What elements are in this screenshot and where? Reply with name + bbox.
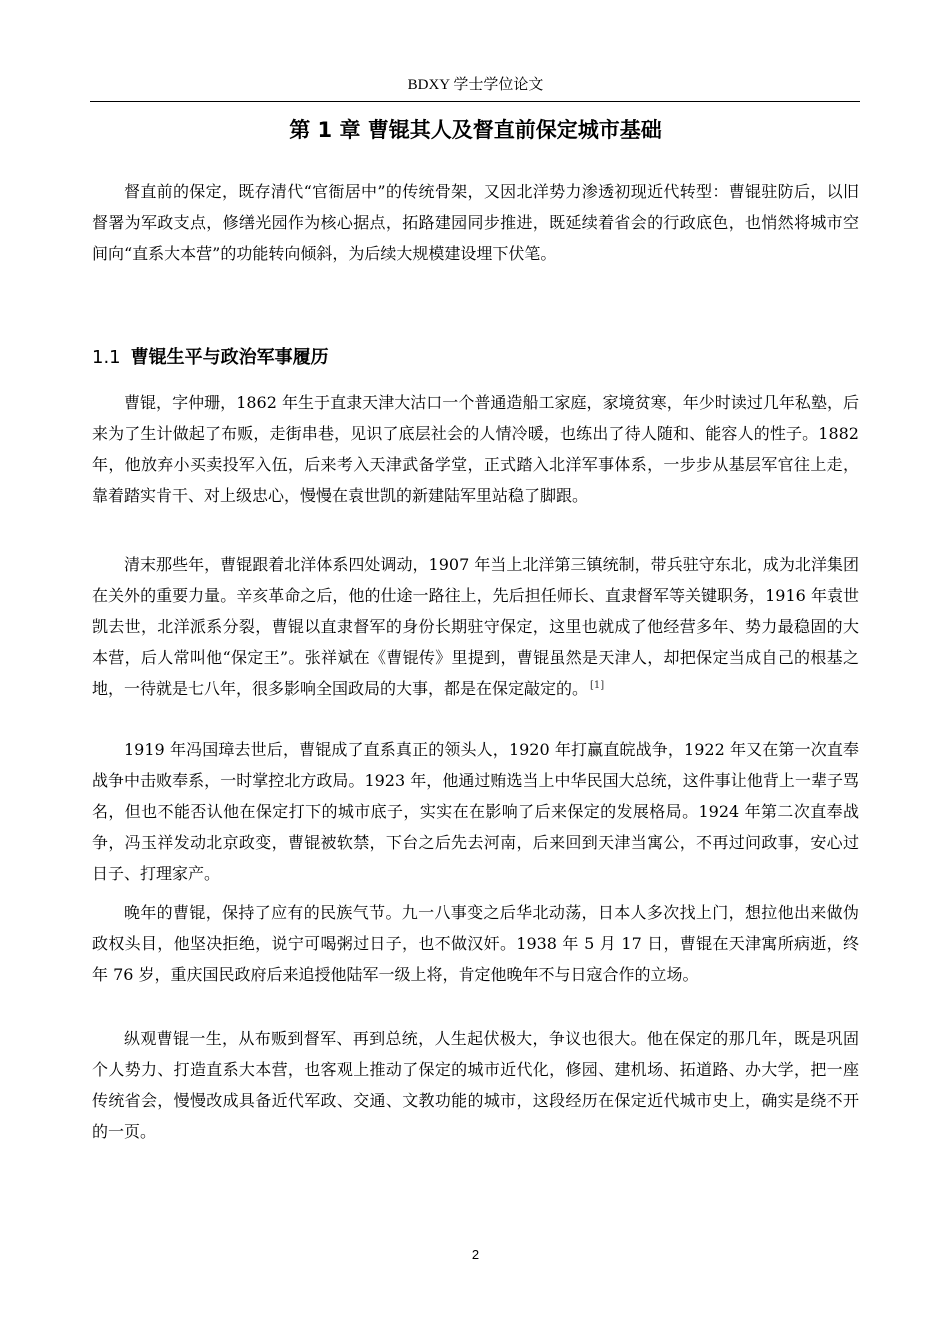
body-paragraph-5: 纵观曹锟一生，从布贩到督军、再到总统，人生起伏极大，争议也很大。他在保定的那几年，既是巩固个人势力、打造直系大本营，也客观上推动了保定的城市近代化，修园、建机场、拓道路、办大学，把一座传统省会，慢慢改成具备近代军政、交通、文教功能的城市，这段经历在保定近代城市史上，确实是绕不开的一页。 (92, 1029, 859, 1141)
body-paragraph-3: 1919 年冯国璋去世后，曹锟成了直系真正的领头人，1920 年打赢直皖战争，1922 年又在第一次直奉战争中击败奉系，一时掌控北方政局。1923 年，他通过贿选当上中华民国大总统，这件事让他背上一辈子骂名，但也不能否认他在保定打下的城市底子，实实在在影响了后来保定的发展格局。1924 年第二次直奉战争，冯玉祥发动北京政变，曹锟被软禁，下台之后先去河南，后来回到天津当寓公，不再过问政事，安心过日子、打理家产。 (92, 740, 859, 883)
chapter-intro-paragraph: 督直前的保定，既存清代“官衙居中”的传统骨架，又因北洋势力渗透初现近代转型：曹锟驻防后，以旧督署为军政支点，修缮光园作为核心据点，拓路建园同步推进，既延续着省会的行政底色，也悄然将城市空间向“直系大本营”的功能转向倾斜，为后续大规模建设埋下伏笔。 (92, 182, 859, 263)
section-heading (92, 342, 859, 374)
body-paragraph-1: 曹锟，字仲珊，1862 年生于直隶天津大沽口一个普通造船工家庭，家境贫寒，年少时读过几年私塾，后来为了生计做起了布贩，走街串巷，见识了底层社会的人情冷暖，也练出了待人随和、能容人的性子。1882 年，他放弃小买卖投军入伍，后来考入天津武备学堂，正式踏入北洋军事体系，一步步从基层军官往上走，靠着踏实肯干、对上级忠心，慢慢在袁世凯的新建陆军里站稳了脚跟。 (92, 393, 859, 505)
body-paragraph-2-text: 清末那些年，曹锟跟着北洋体系四处调动，1907 年当上北洋第三镇统制，带兵驻守东北，成为北洋集团在关外的重要力量。辛亥革命之后，他的仕途一路往上，先后担任师长、直隶督军等关键职务，1916 年袁世凯去世，北洋派系分裂，曹锟以直隶督军的身份长期驻守保定，这里也就成了他经营多年、势力最稳固的大本营，后人常叫他“保定王”。张祥斌在《曹锟传》里提到，曹锟虽然是天津人，却把保定当成自己的根基之地，一待就是七八年，很多影响全国政局的大事，都是在保定敲定的。 (92, 555, 859, 698)
citation-marker[interactable]: [1] (590, 679, 605, 691)
chapter-title: 第 1 章 曹锟其人及督直前保定城市基础 (289, 118, 662, 142)
running-header: BDXY 学士学位论文 (407, 77, 544, 93)
section-number: 1.1 (92, 347, 121, 368)
body-paragraph-2 (92, 549, 859, 704)
body-paragraph-4: 晚年的曹锟，保持了应有的民族气节。九一八事变之后华北动荡，日本人多次找上门，想拉他出来做伪政权头目，他坚决拒绝，说宁可喝粥过日子，也不做汉奸。1938 年 5 月 17 日，曹锟在天津寓所病逝，终年 76 岁，重庆国民政府后来追授他陆军一级上将，肯定他晚年不与日寇合作的立场。 (92, 903, 859, 984)
header-rule (90, 101, 860, 102)
page-number: 2 (471, 1247, 480, 1262)
section-title-text: 曹锟生平与政治军事履历 (130, 347, 329, 368)
